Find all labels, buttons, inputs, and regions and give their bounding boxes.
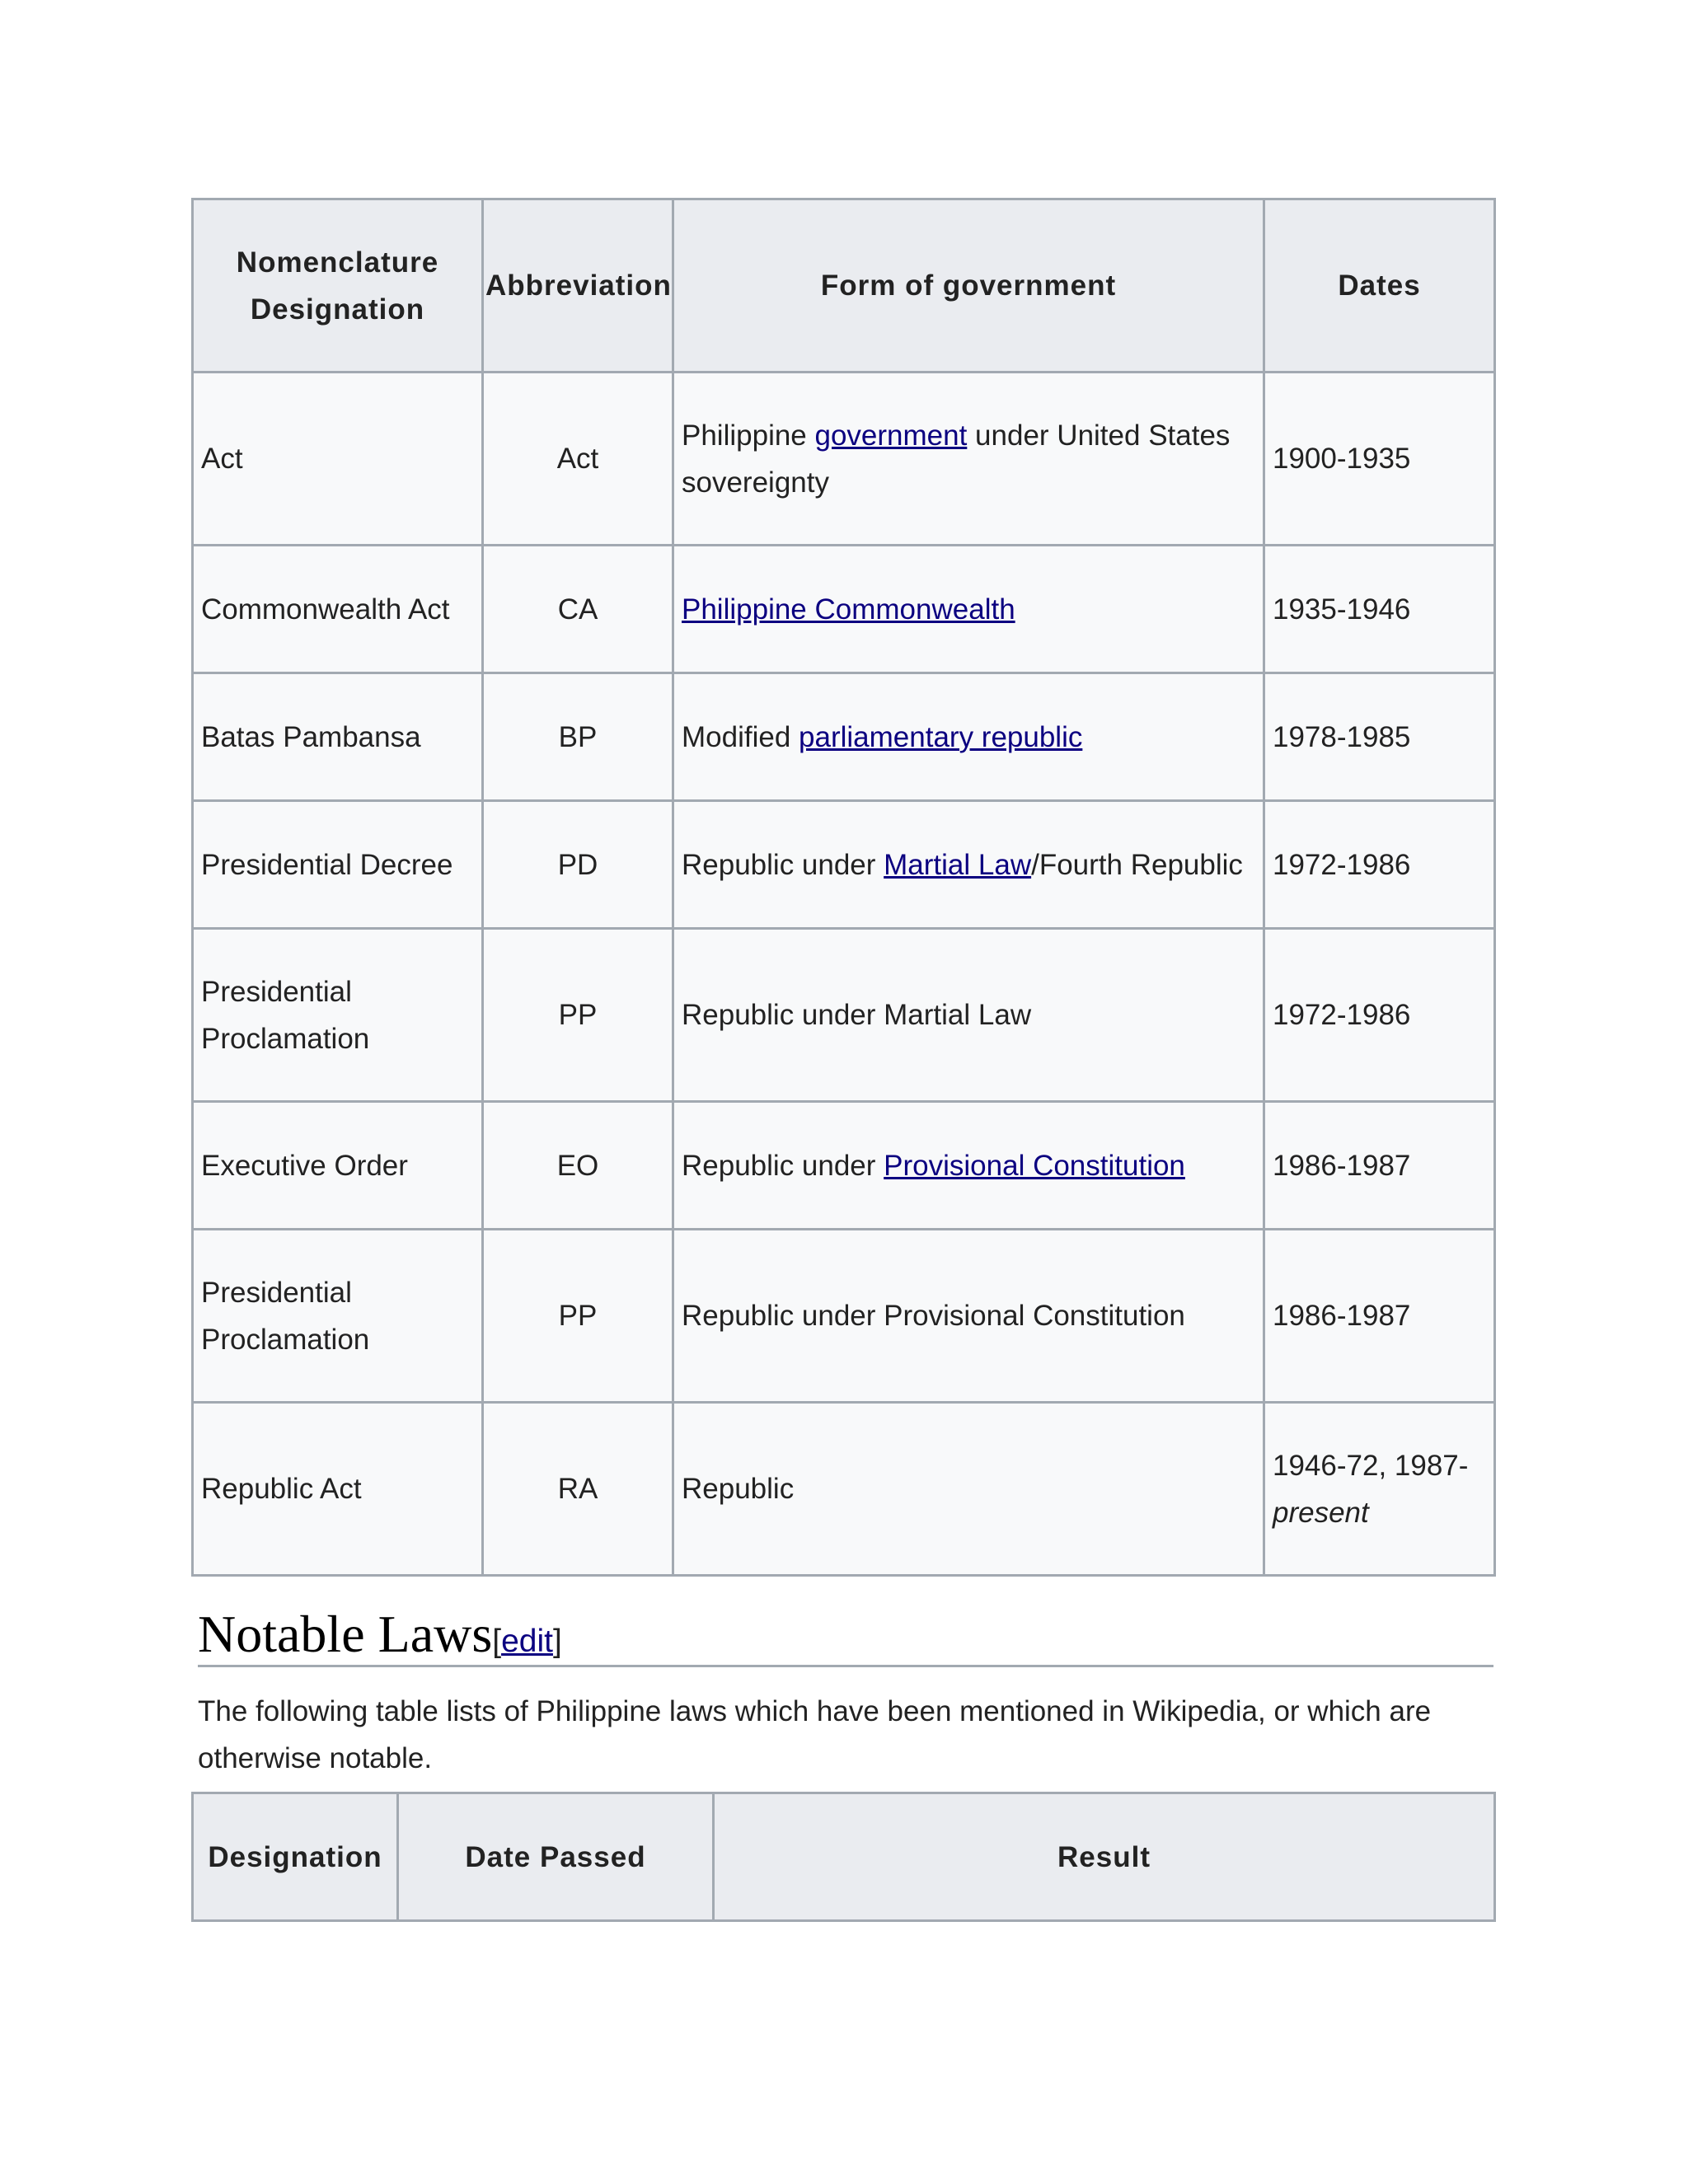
form-cell <box>673 673 1264 801</box>
form-text: Republic under <box>682 1149 884 1182</box>
form-text: /Fourth Republic <box>1031 848 1243 881</box>
designation-cell: Batas Pambansa <box>193 673 483 801</box>
edit-section <box>492 1624 562 1659</box>
edit-bracket-close: ] <box>552 1624 562 1659</box>
abbreviation-cell: CA <box>483 546 673 673</box>
table-row <box>193 1403 1495 1576</box>
dates-cell <box>1264 1403 1495 1576</box>
table-row <box>193 801 1495 929</box>
dates-cell: 1986-1987 <box>1264 1102 1495 1230</box>
edit-bracket-open: [ <box>492 1624 502 1659</box>
table-row <box>193 929 1495 1102</box>
table-row <box>193 373 1495 546</box>
designation-cell: Republic Act <box>193 1403 483 1576</box>
header-dates: Dates <box>1264 199 1495 373</box>
dates-cell: 1972-1986 <box>1264 929 1495 1102</box>
form-cell <box>673 546 1264 673</box>
form-cell: Republic under Martial Law <box>673 929 1264 1102</box>
header-result: Result <box>714 1793 1495 1921</box>
abbreviation-cell: RA <box>483 1403 673 1576</box>
header-designation: Designation <box>193 1793 398 1921</box>
dates-cell: 1972-1986 <box>1264 801 1495 929</box>
form-cell <box>673 373 1264 546</box>
header-nomenclature: Nomenclature Designation <box>193 199 483 373</box>
abbreviation-cell: PD <box>483 801 673 929</box>
section-title: Notable Laws <box>198 1605 493 1663</box>
designation-cell: Executive Order <box>193 1102 483 1230</box>
notable-laws-table <box>191 1792 1496 1922</box>
edit-link[interactable]: edit <box>501 1624 553 1659</box>
philippine-commonwealth-link[interactable]: Philippine Commonwealth <box>682 593 1015 626</box>
form-text: under United States sovereignty <box>682 419 1231 499</box>
section-heading <box>198 1605 1493 1667</box>
header-row <box>193 199 1495 373</box>
designation-cell: Commonwealth Act <box>193 546 483 673</box>
form-text: Philippine <box>682 419 815 452</box>
abbreviation-cell: BP <box>483 673 673 801</box>
form-cell: Republic under Provisional Constitution <box>673 1230 1264 1403</box>
designation-cell: Presidential Proclamation <box>193 1230 483 1403</box>
form-cell: Republic <box>673 1403 1264 1576</box>
designation-cell: Presidential Proclamation <box>193 929 483 1102</box>
provisional-constitution-link[interactable]: Provisional Constitution <box>884 1149 1185 1182</box>
dates-cell: 1986-1987 <box>1264 1230 1495 1403</box>
dates-cell: 1935-1946 <box>1264 546 1495 673</box>
header-date-passed: Date Passed <box>398 1793 714 1921</box>
abbreviation-cell: EO <box>483 1102 673 1230</box>
designation-cell: Presidential Decree <box>193 801 483 929</box>
form-cell <box>673 1102 1264 1230</box>
header-abbreviation: Abbreviation <box>483 199 673 373</box>
government-link[interactable]: government <box>814 419 968 452</box>
abbreviation-cell: Act <box>483 373 673 546</box>
form-text: Republic under <box>682 848 884 881</box>
nomenclature-table <box>191 198 1496 1577</box>
form-text: Modified <box>682 720 799 753</box>
form-cell <box>673 801 1264 929</box>
dates-text: 1946-72, 1987- <box>1273 1449 1469 1482</box>
dates-suffix: present <box>1273 1496 1369 1529</box>
intro-paragraph: The following table lists of Philippine laws which have been mentioned in Wikipedia, or which are otherwise notable. <box>198 1695 1432 1774</box>
table-row <box>193 1230 1495 1403</box>
table-row <box>193 1102 1495 1230</box>
header-form-of-government: Form of government <box>673 199 1264 373</box>
table-row <box>193 546 1495 673</box>
header-row <box>193 1793 1495 1921</box>
table-row <box>193 673 1495 801</box>
parliamentary-republic-link[interactable]: parliamentary republic <box>799 720 1083 753</box>
dates-cell: 1978-1985 <box>1264 673 1495 801</box>
designation-cell: Act <box>193 373 483 546</box>
abbreviation-cell: PP <box>483 1230 673 1403</box>
dates-cell: 1900-1935 <box>1264 373 1495 546</box>
abbreviation-cell: PP <box>483 929 673 1102</box>
martial-law-link[interactable]: Martial Law <box>884 848 1032 881</box>
